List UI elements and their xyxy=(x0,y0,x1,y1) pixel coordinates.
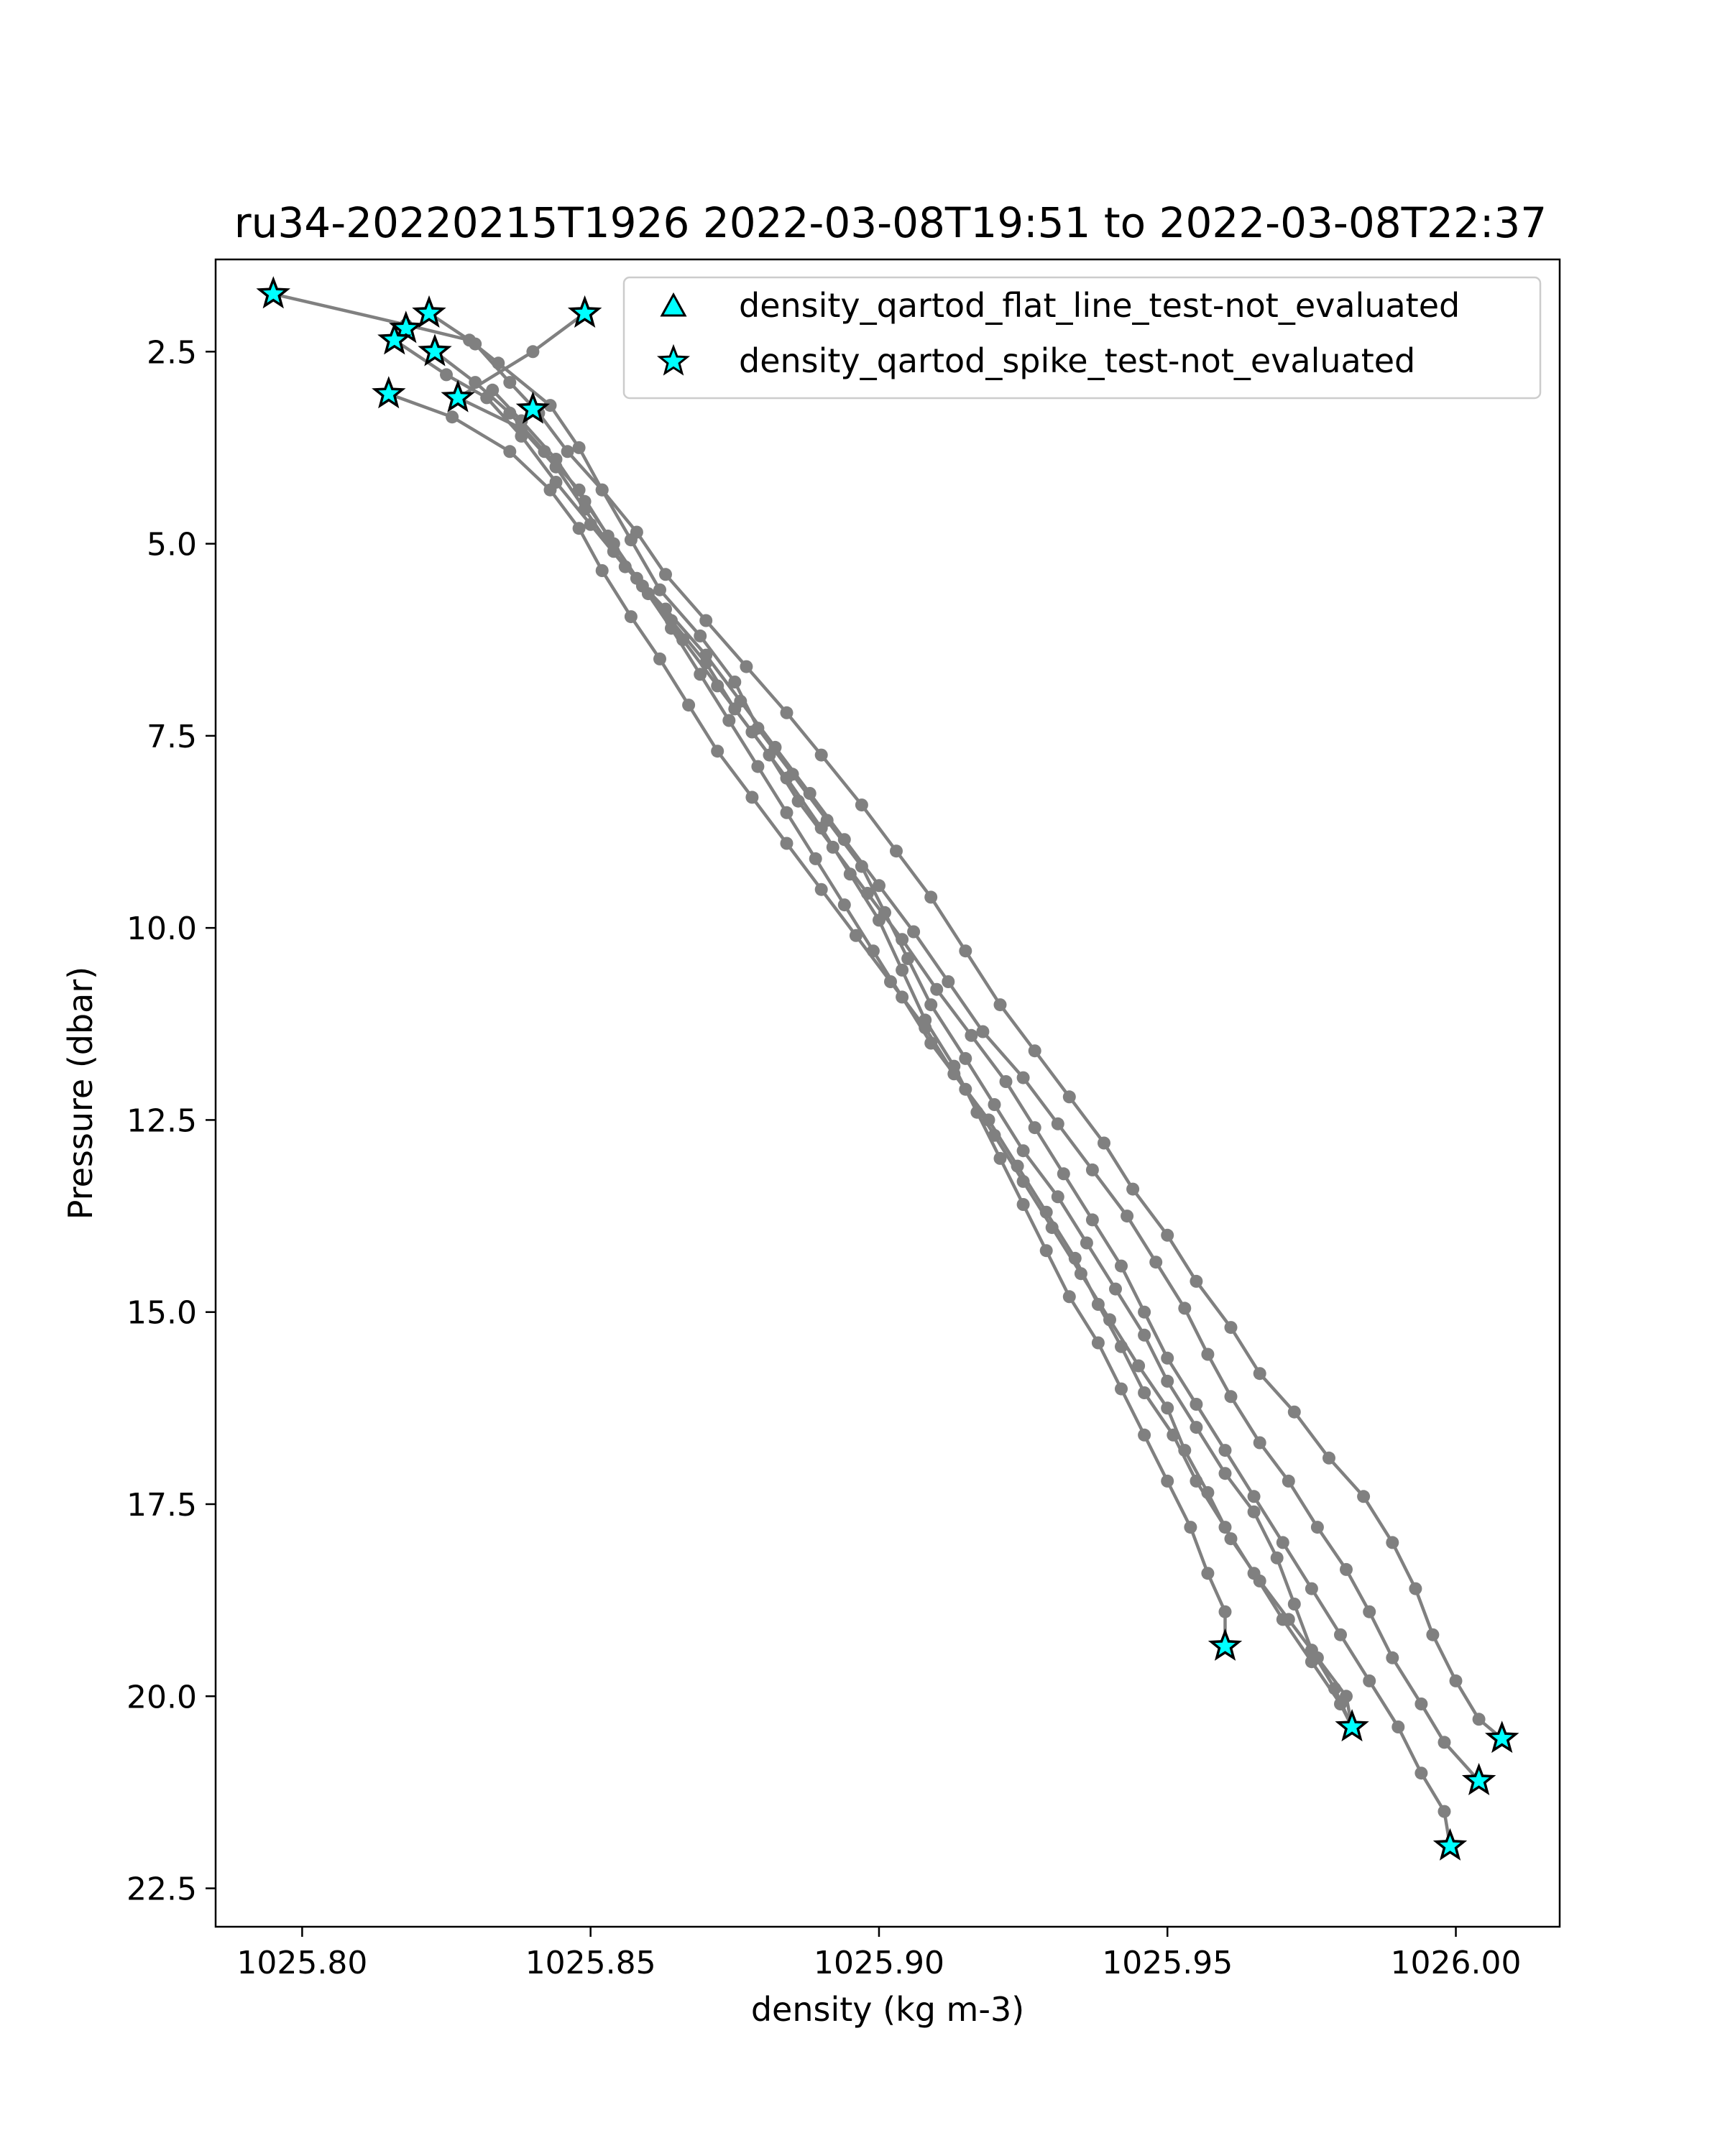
y-tick-label: 10.0 xyxy=(126,911,197,948)
data-point xyxy=(596,484,609,497)
data-point xyxy=(896,990,908,1003)
data-point xyxy=(873,879,886,892)
data-point xyxy=(1409,1583,1422,1595)
data-point xyxy=(573,522,586,535)
data-point xyxy=(959,1052,972,1065)
x-tick-label: 1025.80 xyxy=(236,1945,368,1981)
data-point xyxy=(930,983,943,996)
data-point xyxy=(1392,1720,1404,1733)
data-point xyxy=(1029,1044,1041,1057)
data-point xyxy=(1040,1244,1053,1257)
legend-label-spike: density_qartod_spike_test-not_evaluated xyxy=(739,341,1416,380)
data-point xyxy=(1340,1563,1353,1576)
data-point xyxy=(745,791,758,803)
data-point xyxy=(699,614,712,627)
data-point xyxy=(440,368,453,381)
data-point xyxy=(994,998,1007,1011)
data-point xyxy=(1276,1536,1289,1549)
data-point xyxy=(1017,1175,1030,1188)
data-point xyxy=(653,653,666,665)
data-point xyxy=(988,1129,1001,1142)
data-point xyxy=(781,772,794,785)
data-point xyxy=(976,1026,989,1038)
data-point xyxy=(838,898,851,911)
data-point xyxy=(1334,1628,1347,1641)
data-point xyxy=(544,484,557,497)
data-point xyxy=(1386,1536,1399,1549)
data-point xyxy=(781,806,794,819)
data-point xyxy=(625,610,638,623)
data-point xyxy=(1017,1198,1030,1211)
data-point xyxy=(1115,1383,1128,1396)
data-point xyxy=(815,883,828,896)
data-point xyxy=(1029,1121,1041,1134)
data-point xyxy=(1138,1386,1151,1399)
y-axis-label: Pressure (dbar) xyxy=(61,966,100,1220)
data-point xyxy=(1149,1256,1162,1268)
data-point xyxy=(1086,1164,1099,1176)
data-point xyxy=(1201,1486,1214,1499)
data-point xyxy=(855,798,868,811)
data-point xyxy=(526,345,539,358)
data-point xyxy=(1080,1237,1093,1250)
data-point xyxy=(1219,1606,1232,1618)
data-point xyxy=(1219,1467,1232,1480)
data-point xyxy=(1254,1575,1266,1588)
data-point xyxy=(815,749,828,762)
data-point xyxy=(896,964,908,977)
data-point xyxy=(722,714,735,727)
data-point xyxy=(1161,1401,1174,1414)
data-point xyxy=(653,584,666,596)
data-point xyxy=(1414,1697,1427,1710)
data-point xyxy=(550,453,563,466)
data-point xyxy=(1225,1532,1238,1545)
data-point xyxy=(682,699,695,711)
x-tick-label: 1025.90 xyxy=(813,1945,944,1981)
data-point xyxy=(579,495,592,508)
data-point xyxy=(1363,1674,1376,1687)
data-point xyxy=(1248,1490,1261,1503)
data-point xyxy=(1340,1690,1353,1703)
data-point xyxy=(630,526,643,539)
data-point xyxy=(659,568,672,581)
legend xyxy=(624,277,1540,398)
data-point xyxy=(896,933,908,946)
data-point xyxy=(636,579,649,592)
data-point xyxy=(1052,1118,1064,1130)
data-point xyxy=(1138,1429,1151,1442)
data-point xyxy=(1438,1805,1451,1818)
data-point xyxy=(1254,1437,1266,1450)
data-point xyxy=(740,660,753,673)
y-tick-label: 7.5 xyxy=(147,718,197,755)
data-point xyxy=(838,833,851,846)
data-point xyxy=(1138,1329,1151,1342)
data-point xyxy=(1017,1072,1030,1084)
data-point xyxy=(1132,1360,1145,1373)
data-point xyxy=(873,913,886,926)
x-axis-label: density (kg m-3) xyxy=(750,1990,1025,2029)
data-point xyxy=(1414,1766,1427,1779)
data-point xyxy=(781,837,794,850)
data-point xyxy=(1288,1598,1301,1611)
x-tick-label: 1026.00 xyxy=(1390,1945,1522,1981)
data-point xyxy=(804,787,816,800)
data-point xyxy=(1063,1290,1076,1303)
data-point xyxy=(959,1083,972,1096)
data-point xyxy=(844,867,857,880)
data-point xyxy=(1161,1475,1174,1488)
data-point xyxy=(711,679,724,692)
data-point xyxy=(890,844,903,857)
data-point xyxy=(1248,1506,1261,1519)
data-point xyxy=(988,1098,1001,1111)
data-point xyxy=(1357,1490,1370,1503)
data-point xyxy=(1075,1267,1087,1280)
data-point xyxy=(1109,1283,1122,1296)
data-point xyxy=(573,441,586,454)
x-tick-label: 1025.85 xyxy=(525,1945,656,1981)
data-point xyxy=(907,926,920,939)
data-point xyxy=(1363,1606,1376,1618)
data-point xyxy=(1201,1567,1214,1580)
data-point xyxy=(1322,1452,1335,1465)
data-point xyxy=(503,376,516,389)
y-tick-label: 20.0 xyxy=(126,1679,197,1716)
data-point xyxy=(1288,1406,1301,1419)
data-point xyxy=(1052,1190,1064,1203)
data-point xyxy=(1305,1583,1318,1595)
data-point xyxy=(1086,1213,1099,1226)
data-point xyxy=(1311,1651,1324,1664)
data-point xyxy=(596,564,609,577)
data-point xyxy=(745,726,758,739)
data-point xyxy=(1190,1398,1202,1411)
data-point xyxy=(1092,1337,1105,1350)
data-point xyxy=(1254,1367,1266,1380)
y-tick-label: 5.0 xyxy=(147,526,197,563)
data-point xyxy=(1219,1444,1232,1457)
data-point xyxy=(486,384,499,397)
data-point xyxy=(1225,1321,1238,1334)
data-point xyxy=(1161,1375,1174,1388)
data-point xyxy=(1386,1651,1399,1664)
chart-title: ru34-20220215T1926 2022-03-08T19:51 to 2022-03-08T22:37 xyxy=(234,198,1547,247)
data-point xyxy=(1426,1628,1439,1641)
data-point xyxy=(751,760,764,773)
data-point xyxy=(1473,1713,1486,1726)
data-point xyxy=(711,745,724,757)
legend-label-flat-line: density_qartod_flat_line_test-not_evaluated xyxy=(739,286,1460,325)
data-point xyxy=(1190,1421,1202,1434)
data-point xyxy=(694,668,707,681)
data-point xyxy=(1098,1137,1110,1150)
data-point xyxy=(1017,1144,1030,1157)
y-tick-label: 12.5 xyxy=(126,1102,197,1140)
data-point xyxy=(1046,1221,1059,1234)
data-point xyxy=(1138,1306,1151,1319)
data-point xyxy=(924,1037,937,1050)
data-point xyxy=(1225,1390,1238,1403)
data-point xyxy=(1126,1183,1139,1196)
data-point xyxy=(446,410,459,423)
data-point xyxy=(959,944,972,957)
data-point xyxy=(867,944,880,957)
data-point xyxy=(1282,1475,1295,1488)
data-point xyxy=(1271,1552,1284,1565)
data-point xyxy=(1103,1313,1116,1326)
data-point xyxy=(1201,1348,1214,1361)
data-point xyxy=(1178,1444,1191,1457)
data-point xyxy=(469,338,482,351)
y-tick-label: 2.5 xyxy=(147,334,197,372)
data-point xyxy=(815,821,828,834)
data-point xyxy=(1000,1075,1013,1088)
data-point xyxy=(561,445,574,458)
data-point xyxy=(1057,1167,1070,1180)
data-point xyxy=(1121,1210,1133,1222)
y-tick-label: 17.5 xyxy=(126,1486,197,1524)
data-point xyxy=(1282,1613,1295,1626)
data-point xyxy=(607,538,620,550)
x-tick-label: 1025.95 xyxy=(1102,1945,1233,1981)
data-point xyxy=(781,706,794,719)
y-tick-label: 22.5 xyxy=(126,1871,197,1908)
data-point xyxy=(1311,1521,1324,1534)
data-point xyxy=(1438,1736,1451,1749)
data-point xyxy=(1178,1302,1191,1314)
data-point xyxy=(1161,1229,1174,1242)
data-point xyxy=(1115,1260,1128,1273)
y-tick-label: 15.0 xyxy=(126,1294,197,1332)
data-point xyxy=(924,890,937,903)
data-point xyxy=(665,622,678,635)
data-point xyxy=(1450,1674,1463,1687)
data-point xyxy=(503,445,516,458)
data-point xyxy=(942,975,954,988)
data-point xyxy=(1063,1090,1076,1103)
data-point xyxy=(694,630,707,642)
data-point xyxy=(1190,1275,1202,1288)
data-point xyxy=(1184,1521,1197,1534)
data-point xyxy=(809,852,822,865)
data-point xyxy=(965,1029,978,1042)
data-point xyxy=(1161,1352,1174,1365)
data-point xyxy=(924,998,937,1011)
